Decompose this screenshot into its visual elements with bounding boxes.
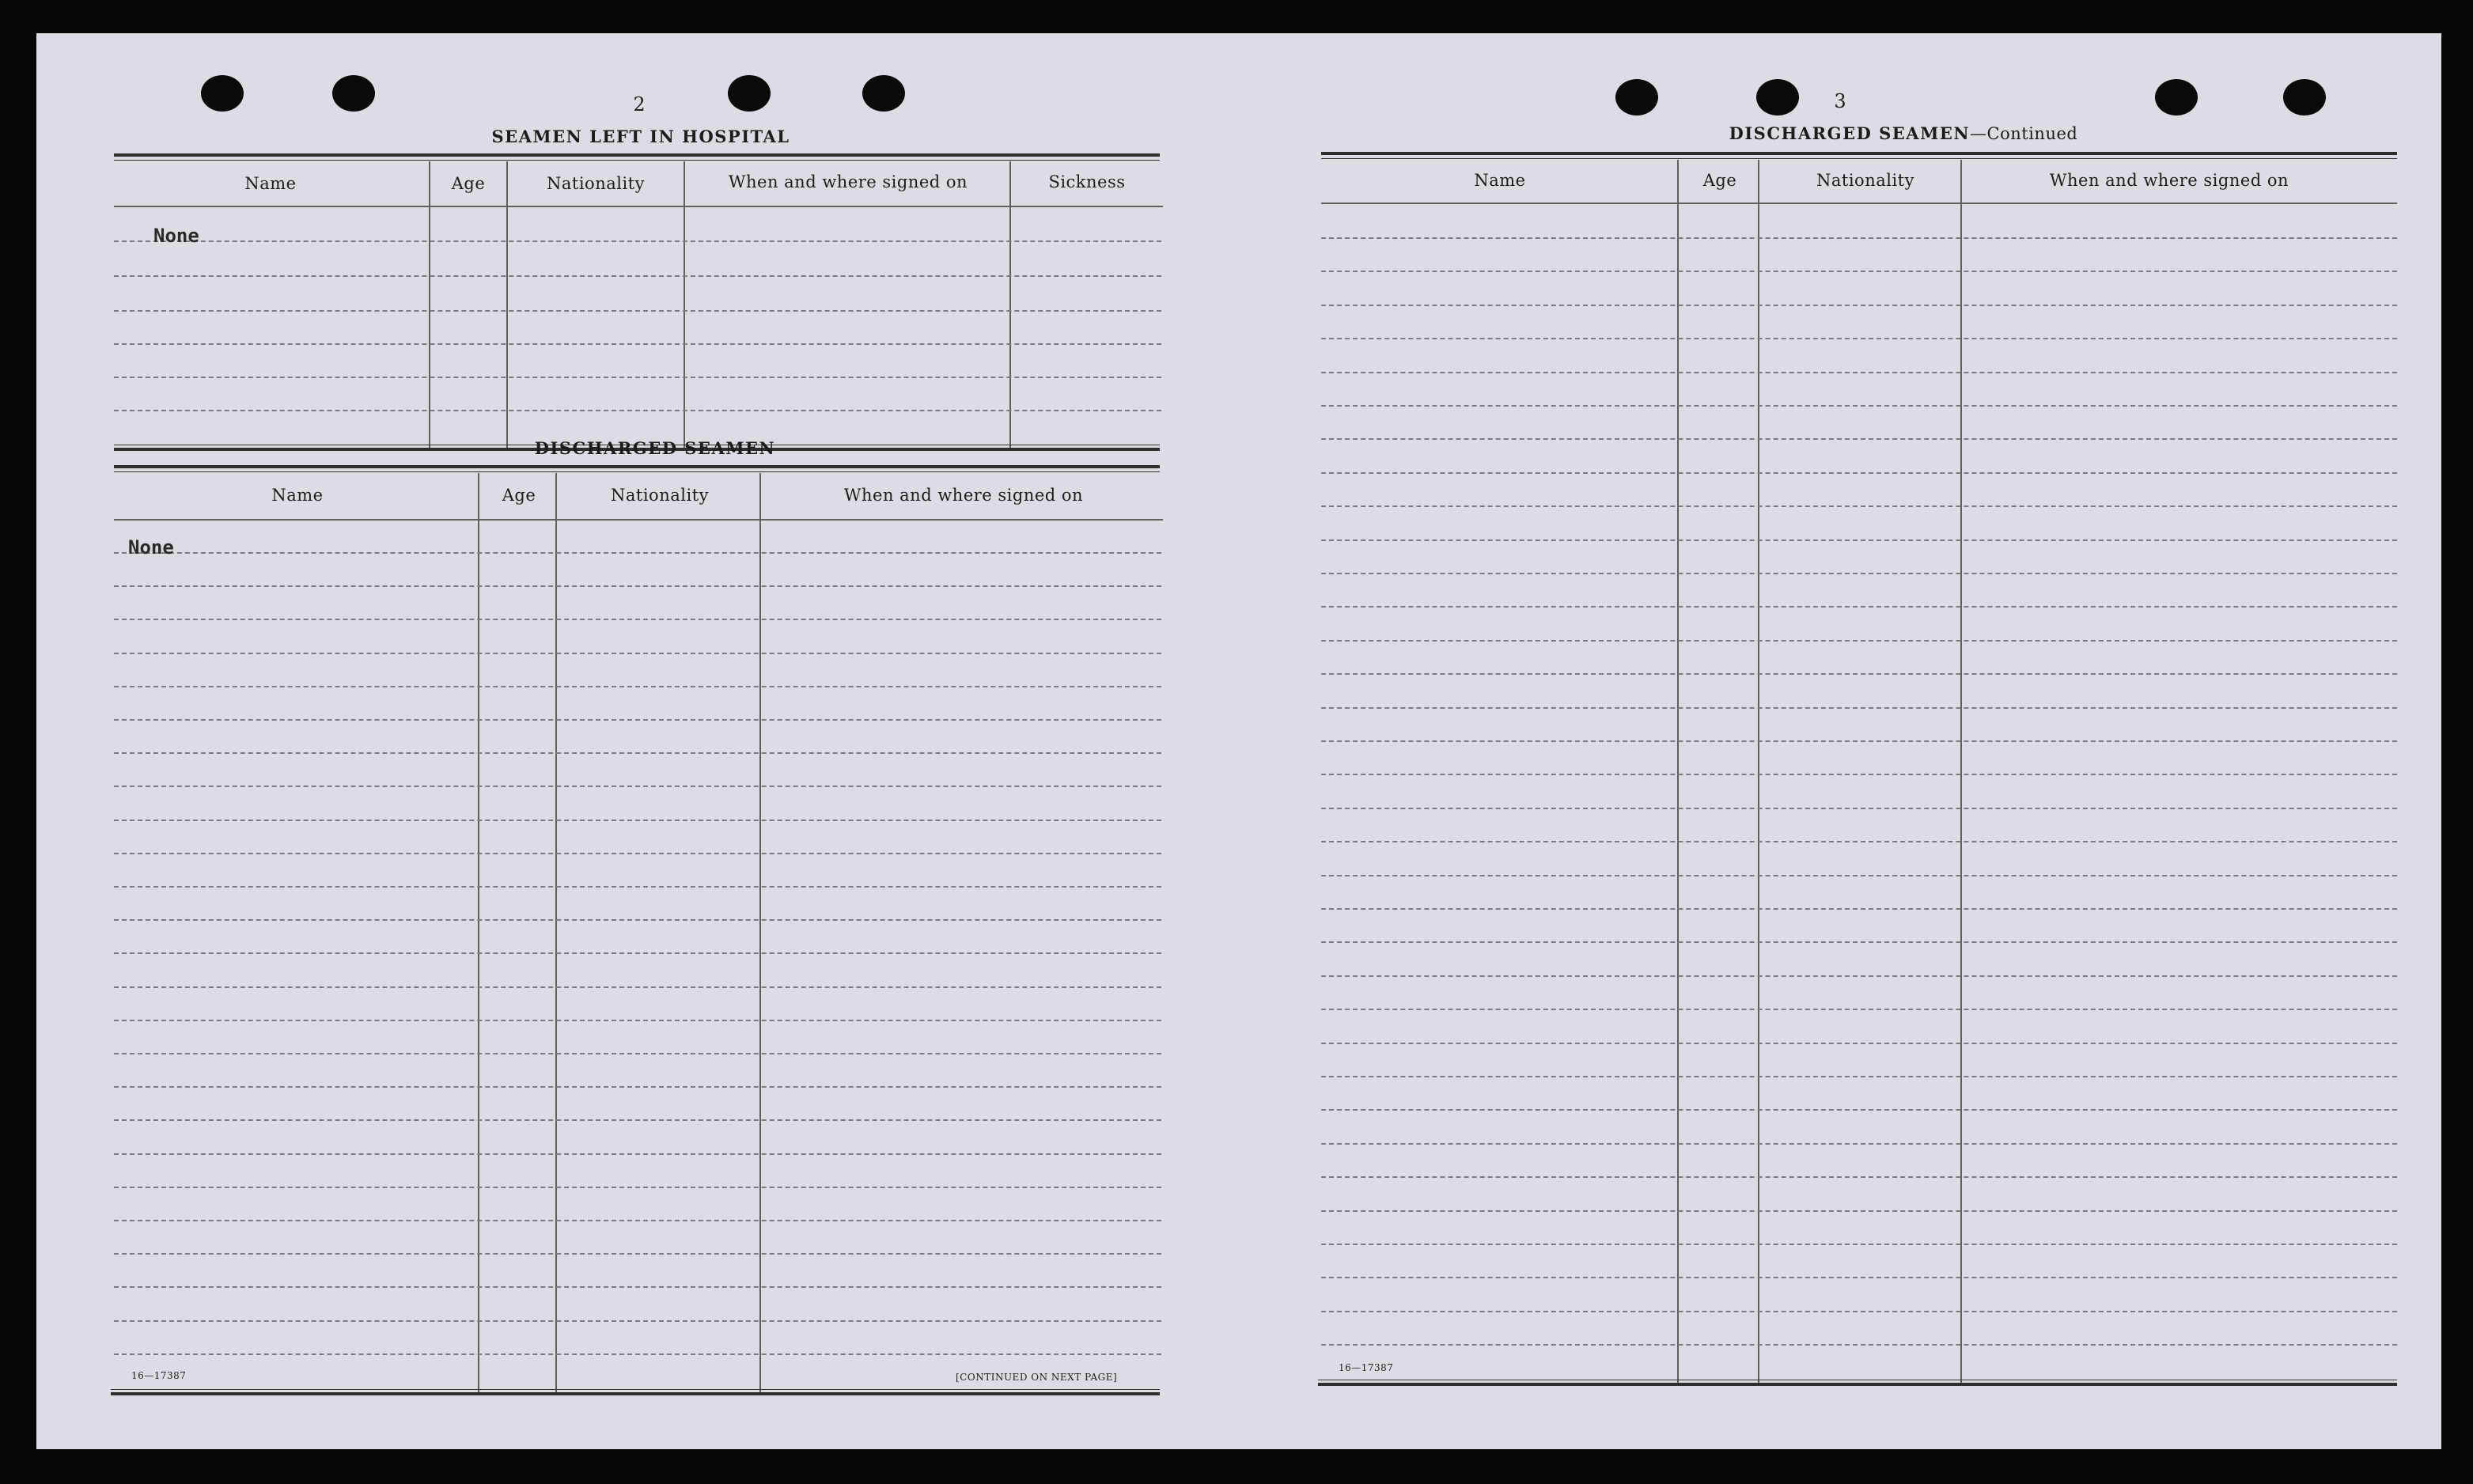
ruling-line: [1321, 1043, 2397, 1044]
punch-hole: [1756, 79, 1799, 115]
punch-hole: [1615, 79, 1658, 115]
ruling-line: [1321, 505, 2397, 507]
ruling-line: [114, 1020, 1161, 1021]
ruling-line: [114, 1253, 1161, 1255]
ruling-line: [1321, 1244, 2397, 1245]
ruling-line: [114, 1053, 1161, 1054]
ruling-line: [114, 886, 1161, 888]
section-title-suffix: —Continued: [1970, 124, 2078, 143]
ruling-line: [1321, 1210, 2397, 1212]
ruling-line: [114, 619, 1161, 620]
ruling-line: [1321, 1109, 2397, 1111]
ruling-line: [1321, 1143, 2397, 1145]
ruling-line: [1321, 1176, 2397, 1178]
ruling-line: [114, 1086, 1161, 1088]
ruling-line: [1321, 774, 2397, 775]
ruling-line: [1321, 237, 2397, 239]
punch-hole: [2283, 79, 2326, 115]
column-header-name: Name: [271, 486, 324, 505]
ruling-line: [114, 1320, 1161, 1322]
ruling-line: [1321, 472, 2397, 474]
ruling-line: [114, 752, 1161, 754]
ruling-line: [1321, 305, 2397, 306]
punch-hole: [201, 75, 244, 112]
ruling-line: [114, 653, 1161, 654]
punch-hole: [332, 75, 375, 112]
ruling-line: [114, 1353, 1161, 1355]
ruling-line: [1321, 1076, 2397, 1077]
section-title: DISCHARGED SEAMEN: [534, 438, 776, 458]
column-header-nationality: Nationality: [611, 486, 709, 505]
ruling-line: [114, 719, 1161, 721]
column-header-name: Name: [1474, 171, 1526, 190]
ruling-line: [1321, 740, 2397, 742]
ruling-line: [114, 820, 1161, 821]
ruling-line: [114, 1153, 1161, 1155]
column-header-name: Name: [244, 174, 297, 193]
discharged-entry-name: None: [128, 536, 174, 558]
ruling-line: [1321, 975, 2397, 977]
section-title: SEAMEN LEFT IN HOSPITAL: [491, 127, 790, 146]
ruling-line: [1321, 573, 2397, 574]
ruling-line: [1321, 941, 2397, 943]
ruling-line: [1321, 372, 2397, 373]
ruling-line: [114, 1119, 1161, 1121]
ruling-line: [1321, 673, 2397, 675]
page-number: 2: [633, 93, 646, 115]
ruling-line: [1321, 606, 2397, 608]
ruling-line: [1321, 707, 2397, 709]
form-number: 16—17387: [1339, 1362, 1394, 1373]
ruling-line: [1321, 1009, 2397, 1010]
continued-note: [CONTINUED ON NEXT PAGE]: [956, 1372, 1118, 1383]
column-header-age: Age: [1702, 171, 1737, 190]
column-header-age: Age: [451, 174, 486, 193]
ruling-line: [1321, 1277, 2397, 1278]
ruling-line: [114, 552, 1161, 554]
ruling-line: [114, 686, 1161, 687]
form-sheet: [36, 33, 2441, 1449]
form-number: 16—17387: [131, 1370, 187, 1381]
column-header-when-where: When and where signed on: [728, 172, 968, 191]
ruling-line: [114, 1286, 1161, 1288]
ruling-line: [1321, 1311, 2397, 1312]
ruling-line: [1321, 808, 2397, 809]
ruling-line: [114, 786, 1161, 787]
ruling-line: [114, 585, 1161, 587]
section-title-main: DISCHARGED SEAMEN: [1729, 123, 1971, 143]
column-header-nationality: Nationality: [547, 174, 645, 193]
ruling-line: [1321, 338, 2397, 339]
punch-hole: [728, 75, 771, 112]
column-header-sickness: Sickness: [1048, 172, 1126, 191]
ruling-line: [1321, 271, 2397, 272]
ruling-line: [1321, 1344, 2397, 1346]
ruling-line: [1321, 841, 2397, 842]
ruling-line: [114, 986, 1161, 988]
ruling-line: [1321, 405, 2397, 407]
column-header-age: Age: [502, 486, 536, 505]
punch-hole: [2155, 79, 2198, 115]
column-header-when-where: When and where signed on: [2049, 171, 2289, 190]
ruling-line: [114, 1187, 1161, 1188]
ruling-line: [114, 1220, 1161, 1221]
column-header-when-where: When and where signed on: [843, 486, 1084, 505]
ruling-line: [1321, 875, 2397, 876]
section-title: [1729, 123, 2078, 143]
column-header-nationality: Nationality: [1816, 171, 1914, 190]
ruling-line: [114, 919, 1161, 921]
ruling-line: [1321, 539, 2397, 541]
ruling-line: [1321, 640, 2397, 642]
page-number: 3: [1834, 90, 1846, 112]
ruling-line: [1321, 908, 2397, 910]
punch-hole: [862, 75, 905, 112]
ruling-line: [1321, 438, 2397, 440]
ruling-line: [114, 952, 1161, 954]
hospital-entry-name: None: [153, 225, 199, 247]
ruling-line: [114, 853, 1161, 854]
